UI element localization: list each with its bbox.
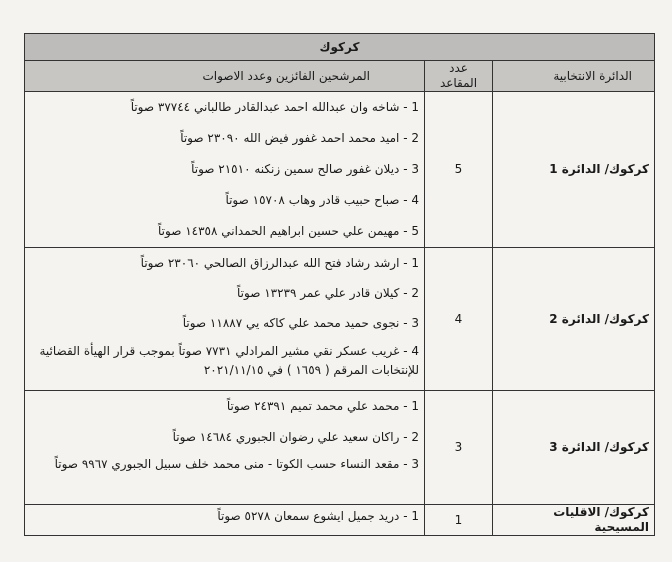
district-cell: كركوك/ الاقليات المسيحية: [493, 505, 655, 536]
results-table: [24, 33, 655, 536]
seats-cell: 3: [425, 391, 493, 505]
table-row: [25, 505, 655, 536]
table-row: [25, 248, 655, 391]
candidate-item: 5 - مهيمن علي حسين ابراهيم الحمداني ١٤٣٥٨ صوتاً: [158, 224, 419, 238]
candidate-item: 1 - دريد جميل ايشوع سمعان ٥٢٧٨ صوتاً: [217, 509, 419, 523]
candidates-cell: [25, 505, 425, 536]
candidate-item: 4 - صباح حبيب قادر وهاب ١٥٧٠٨ صوتاً: [225, 193, 419, 207]
table-row: [25, 391, 655, 505]
table-title: كركوك: [25, 34, 655, 61]
table-row: [25, 92, 655, 248]
candidate-item: 3 - مقعد النساء حسب الكوتا - منى محمد خلف سبيل الجبوري ٩٩٦٧ صوتاً: [54, 457, 419, 471]
header-candidates: المرشحين الفائزين وعدد الاصوات: [25, 61, 425, 92]
header-seats: عدد المقاعد: [425, 61, 493, 92]
district-cell: كركوك/ الدائرة 1: [493, 92, 655, 248]
candidate-item: 2 - اميد محمد احمد غفور فيض الله ٢٣٠٩٠ صوتاً: [180, 131, 419, 145]
district-cell: كركوك/ الدائرة 2: [493, 248, 655, 391]
table-header-row: [25, 61, 655, 92]
candidate-item: 3 - نجوى حميد محمد علي كاكه يي ١١٨٨٧ صوتاً: [182, 316, 419, 330]
header-district: الدائرة الانتخابية: [493, 61, 655, 92]
candidates-cell: [25, 92, 425, 248]
candidates-cell: [25, 391, 425, 505]
seats-cell: 5: [425, 92, 493, 248]
candidate-item: 2 - راكان سعيد علي رضوان الجبوري ١٤٦٨٤ صوتاً: [172, 430, 419, 444]
candidate-item: 1 - ارشد رشاد فتح الله عبدالرزاق الصالحي ٢٣٠٦٠ صوتاً: [140, 256, 419, 270]
candidate-item: 1 - محمد علي محمد تميم ٢٤٣٩١ صوتاً: [226, 399, 419, 413]
candidates-cell: [25, 248, 425, 391]
candidate-item: 2 - كيلان قادر علي عمر ١٣٢٣٩ صوتاً: [237, 286, 419, 300]
district-cell: كركوك/ الدائرة 3: [493, 391, 655, 505]
candidate-item: 4 - غريب عسكر نقي مشير المرادلي ٧٧٣١ صوتاً بموجب قرار الهيأة القضائية للإنتخابات المرقم ( ١٦٥٩ ) في ٢٠٢١/١١/١٥: [39, 344, 419, 377]
seats-cell: 1: [425, 505, 493, 536]
table-title-row: [25, 34, 655, 61]
seats-cell: 4: [425, 248, 493, 391]
candidate-item: 3 - ديلان غفور صالح سمين زنكنه ٢١٥١٠ صوتاً: [191, 162, 419, 176]
candidate-item: 1 - شاخه وان عبدالله احمد عبدالقادر طالباني ٣٧٧٤٤ صوتاً: [130, 100, 419, 114]
